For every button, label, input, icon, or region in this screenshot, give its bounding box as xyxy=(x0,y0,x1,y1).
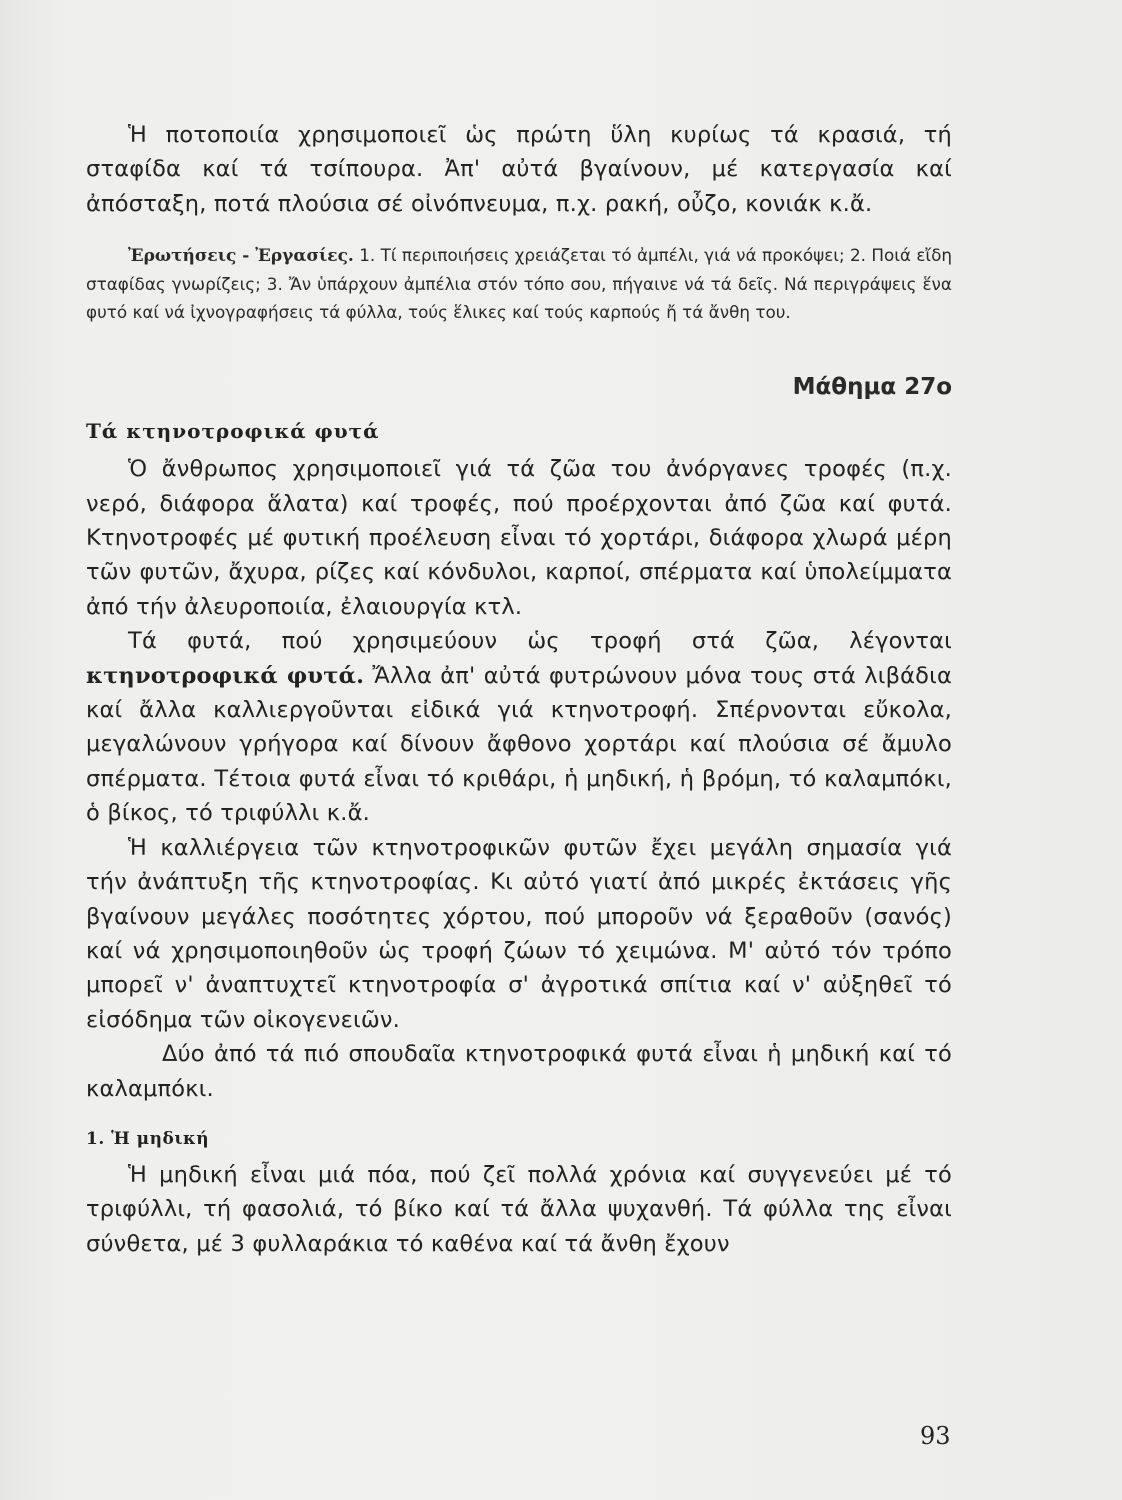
questions-text: 1. Τί περιποιήσεις χρειάζεται τό ἀμπέλι, γιά νά προκόψει; 2. Ποιά εἴδη σταφίδας γνωρίζεις; 3. Ἄν ὑπάρχουν ἀμπέλια στόν τόπο σου, πήγαινε νά τά δεῖς. Νά περιγράψεις ἕνα φυτό καί νά ἰχνογραφήσεις τά φύλλα, τούς ἕλικες καί τούς καρπούς ἤ τά ἄνθη του. xyxy=(86,245,952,323)
page-number: 93 xyxy=(920,1422,951,1450)
intro-paragraph: Ἡ ποτοποιία χρησιμοποιεῖ ὡς πρώτη ὕλη κυρίως τά κρασιά, τή σταφίδα καί τά τσίπουρα. Ἀπ' αὐτά βγαίνουν, μέ κατεργασία καί ἀπόσταξη, ποτά πλούσια σέ οἰνόπνευμα, π.χ. ρακή, οὖζο, κονιάκ κ.ἄ. xyxy=(86,122,952,217)
section-paragraph-2-end: Ἄλλα ἀπ' αὐτά φυτρώνουν μόνα τους στά λιβάδια καί ἄλλα καλλιεργοῦνται εἰδικά γιά κτηνοτροφή. Σπέρνονται εὔκολα, μεγαλώνουν γρήγορα καί δίνουν ἄφθονο χορτάρι καί πλούσια σέ ἄμυλο σπέρματα. Τέτοια φυτά εἶναι τό κριθάρι, ἡ μηδική, ἡ βρόμη, τό καλαμπόκι, ὁ βίκος, τό τριφύλλι κ.ἄ. xyxy=(86,662,952,827)
page-content xyxy=(86,118,952,1261)
section-paragraph-3: Ἡ καλλιέργεια τῶν κτηνοτροφικῶν φυτῶν ἔχει μεγάλη σημασία γιά τήν ἀνάπτυξη τῆς κτηνοτροφίας. Κι αὐτό γιατί ἀπό μικρές ἐκτάσεις γῆς βγαίνουν μεγάλες ποσότητες χόρτου, πού μποροῦν νά ξεραθοῦν (σανός) καί νά χρησιμοποιηθοῦν ὡς τροφή ζώων τό χειμώνα. Μ' αὐτό τόν τρόπο μπορεῖ ν' ἀναπτυχτεῖ κτηνοτροφία σ' ἀγροτικά σπίτια καί ν' αὐξηθεῖ τό εἰσόδημα τῶν οἰκογενειῶν. xyxy=(86,834,952,1033)
section-title: Τά κτηνοτροφικά φυτά xyxy=(86,419,380,444)
section-paragraph-2 xyxy=(86,624,952,830)
section-paragraph-2-bold: κτηνοτροφικά φυτά. xyxy=(86,662,365,689)
lesson-title: Μάθημα 27ο xyxy=(792,374,952,401)
section-paragraph-2-start: Τά φυτά, πού χρησιμεύουν ὡς τροφή στά ζῶα, λέγονται xyxy=(128,628,952,655)
section-paragraph-4: Δύο ἀπό τά πιό σπουδαῖα κτηνοτροφικά φυτά εἶναι ἡ μηδική καί τό καλαμπόκι. xyxy=(86,1041,952,1102)
subsection-paragraph-1: Ἡ μηδική εἶναι μιά πόα, πού ζεῖ πολλά χρόνια καί συγγενεύει μέ τό τριφύλλι, τή φασολιά, τό βίκο καί τά ἄλλα ψυχανθή. Τά φύλλα της εἶναι σύνθετα, μέ 3 φυλλαράκια τό καθένα καί τά ἄνθη ἔχουν xyxy=(86,1161,952,1257)
section-paragraph-1: Ὁ ἄνθρωπος χρησιμοποιεῖ γιά τά ζῶα του ἀνόργανες τροφές (π.χ. νερό, διάφορα ἅλατα) καί τροφές, πού προέρχονται ἀπό ζῶα καί φυτά. Κτηνοτροφές μέ φυτική προέλευση εἶναι τό χορτάρι, διάφορα χλωρά μέρη τῶν φυτῶν, ἄχυρα, ρίζες καί κόνδυλοι, καρποί, σπέρματα καί ὑπολείμματα ἀπό τήν ἀλευροποιία, ἐλαιουργία κτλ. xyxy=(86,456,952,620)
questions-label: Ἐρωτήσεις - Ἐργασίες. xyxy=(128,246,354,267)
subsection-title: 1. Ἡ μηδική xyxy=(86,1128,210,1149)
questions-block xyxy=(86,241,952,326)
